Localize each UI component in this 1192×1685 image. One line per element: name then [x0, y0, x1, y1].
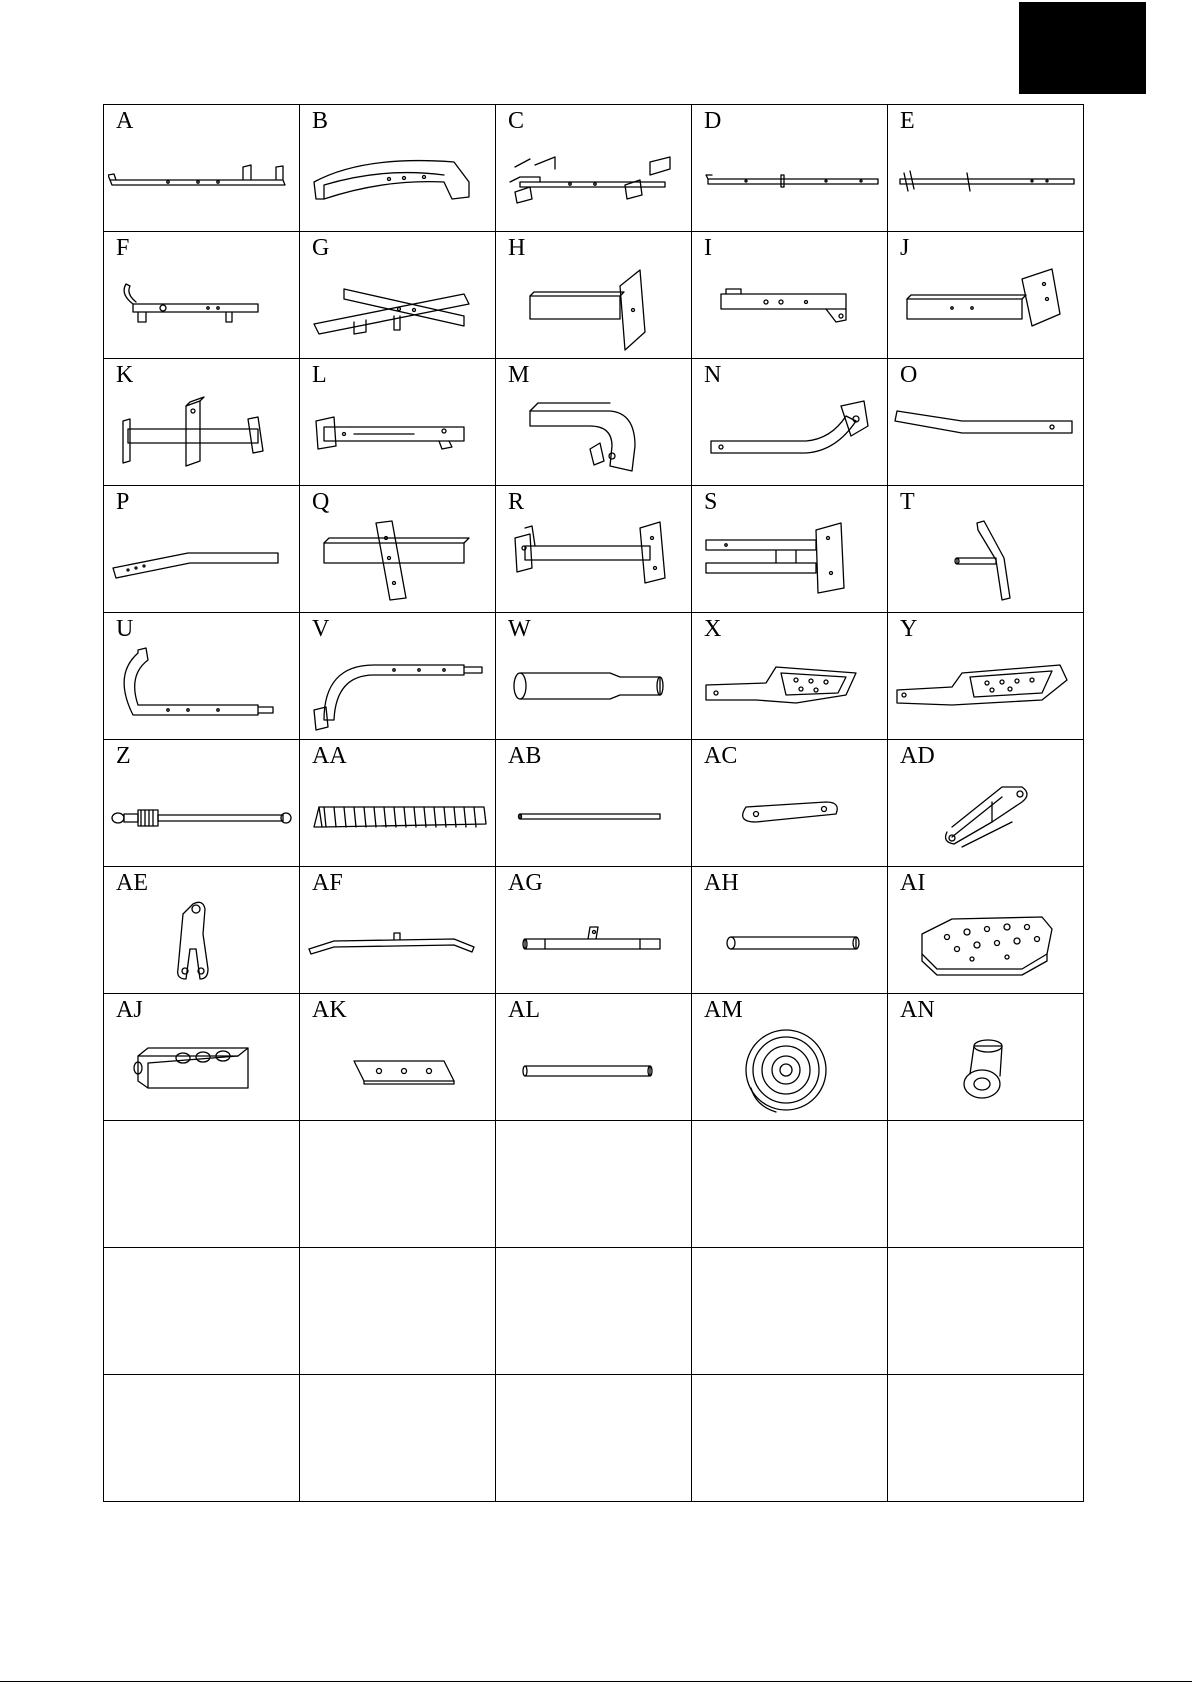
- part-cell: [692, 486, 888, 613]
- bent-bar-with-tab-icon: [304, 899, 491, 989]
- curved-padded-cushion-icon: [304, 137, 491, 227]
- part-cell: [104, 740, 300, 867]
- empty-cell: [692, 1375, 888, 1502]
- empty-cell: [888, 1248, 1084, 1375]
- part-cell: [692, 232, 888, 359]
- parts-row: [104, 867, 1084, 994]
- tube-with-two-end-plates-icon: [500, 518, 687, 608]
- part-label: A: [116, 108, 134, 134]
- page-corner-tab: [1019, 2, 1146, 94]
- part-label: AK: [312, 997, 347, 1023]
- part-cell: [104, 105, 300, 232]
- empty-cell: [300, 1248, 496, 1375]
- part-cell: [300, 740, 496, 867]
- part-cell: [300, 232, 496, 359]
- thin-rod-icon: [500, 772, 687, 862]
- empty-cell: [496, 1121, 692, 1248]
- angled-tube-icon: [108, 518, 295, 608]
- part-label: Z: [116, 743, 131, 769]
- slotted-tube-with-brackets-icon: [304, 391, 491, 481]
- footer-line: [0, 1681, 1192, 1682]
- empty-cell: [104, 1248, 300, 1375]
- perforated-foot-plate-icon: [892, 899, 1079, 989]
- tube-with-bracket-end-icon: [696, 264, 883, 354]
- part-cell: [692, 613, 888, 740]
- parts-row: [104, 1121, 1084, 1248]
- parts-row: [104, 359, 1084, 486]
- part-cell: [692, 994, 888, 1121]
- part-label: Y: [900, 616, 918, 642]
- empty-cell: [300, 1121, 496, 1248]
- empty-cell: [692, 1121, 888, 1248]
- part-label: E: [900, 108, 915, 134]
- part-label: D: [704, 108, 722, 134]
- part-label: AH: [704, 870, 739, 896]
- part-label: O: [900, 362, 918, 388]
- long-frame-tube-with-brackets-icon: [108, 137, 295, 227]
- part-cell: [888, 105, 1084, 232]
- empty-cell: [496, 1375, 692, 1502]
- u-shaped-bent-tube-icon: [108, 645, 295, 735]
- block-with-three-holes-icon: [108, 1026, 295, 1116]
- tube-with-end-plate-icon: [892, 264, 1079, 354]
- short-round-rod-icon: [500, 1026, 687, 1116]
- part-label: Q: [312, 489, 330, 515]
- threaded-rod-with-ends-icon: [108, 772, 295, 862]
- part-cell: [692, 867, 888, 994]
- part-label: B: [312, 108, 329, 134]
- part-label: AG: [508, 870, 543, 896]
- pulley-wheel-icon: [696, 1026, 883, 1116]
- part-cell: [104, 486, 300, 613]
- u-bracket-upright-icon: [108, 899, 295, 989]
- frame-tube-with-end-caps-icon: [500, 137, 687, 227]
- part-label: T: [900, 489, 915, 515]
- part-cell: [300, 613, 496, 740]
- part-label: AE: [116, 870, 148, 896]
- part-cell: [104, 867, 300, 994]
- bent-tube-icon: [892, 391, 1079, 481]
- empty-cell: [300, 1375, 496, 1502]
- part-label: AJ: [116, 997, 143, 1023]
- part-label: L: [312, 362, 327, 388]
- part-cell: [692, 740, 888, 867]
- part-cell: [104, 613, 300, 740]
- part-label: AB: [508, 743, 542, 769]
- part-label: AF: [312, 870, 343, 896]
- part-cell: [496, 740, 692, 867]
- thin-rail-with-tabs-icon: [892, 137, 1079, 227]
- empty-cell: [692, 1248, 888, 1375]
- parts-row: [104, 613, 1084, 740]
- parts-row: [104, 1375, 1084, 1502]
- part-label: G: [312, 235, 330, 261]
- part-label: U: [116, 616, 134, 642]
- empty-cell: [888, 1375, 1084, 1502]
- part-label: K: [116, 362, 134, 388]
- part-label: W: [508, 616, 531, 642]
- part-label: AN: [900, 997, 935, 1023]
- empty-cell: [496, 1248, 692, 1375]
- flanged-bushing-icon: [892, 1026, 1079, 1116]
- part-cell: [692, 359, 888, 486]
- parts-row: [104, 1248, 1084, 1375]
- part-cell: [888, 359, 1084, 486]
- parts-row: [104, 232, 1084, 359]
- part-cell: [300, 486, 496, 613]
- part-cell: [104, 232, 300, 359]
- link-plate-two-holes-icon: [696, 772, 883, 862]
- tube-with-cross-plate-icon: [304, 518, 491, 608]
- toothed-rack-icon: [304, 772, 491, 862]
- part-label: X: [704, 616, 722, 642]
- parts-table: [103, 104, 1084, 1502]
- part-cell: [888, 740, 1084, 867]
- double-tube-bracket-icon: [696, 518, 883, 608]
- cylinder-roller-icon: [500, 645, 687, 735]
- part-cell: [300, 867, 496, 994]
- foot-pedal-right-icon: [892, 645, 1079, 735]
- part-label: AI: [900, 870, 926, 896]
- part-cell: [104, 359, 300, 486]
- part-label: I: [704, 235, 712, 261]
- part-cell: [300, 994, 496, 1121]
- part-label: AL: [508, 997, 540, 1023]
- curved-arm-with-bracket-icon: [500, 391, 687, 481]
- part-label: N: [704, 362, 722, 388]
- parts-row: [104, 486, 1084, 613]
- u-bracket-angled-icon: [892, 772, 1079, 862]
- part-cell: [888, 613, 1084, 740]
- foot-pedal-left-icon: [696, 645, 883, 735]
- part-cell: [888, 232, 1084, 359]
- frame-tube-with-hook-icon: [108, 264, 295, 354]
- part-cell: [104, 994, 300, 1121]
- part-label: AA: [312, 743, 347, 769]
- part-cell: [496, 359, 692, 486]
- part-cell: [496, 994, 692, 1121]
- part-cell: [496, 486, 692, 613]
- part-cell: [692, 105, 888, 232]
- part-label: AD: [900, 743, 935, 769]
- part-label: V: [312, 616, 330, 642]
- part-label: AC: [704, 743, 738, 769]
- part-label: S: [704, 489, 718, 515]
- part-cell: [496, 613, 692, 740]
- part-label: F: [116, 235, 130, 261]
- flat-plate-three-holes-icon: [304, 1026, 491, 1116]
- empty-cell: [104, 1375, 300, 1502]
- bent-handle-bar-icon: [892, 518, 1079, 608]
- round-shaft-icon: [696, 899, 883, 989]
- empty-cell: [104, 1121, 300, 1248]
- parts-row: [104, 994, 1084, 1121]
- part-cell: [888, 486, 1084, 613]
- part-cell: [496, 232, 692, 359]
- part-label: M: [508, 362, 530, 388]
- base-frame-with-upright-icon: [108, 391, 295, 481]
- part-cell: [300, 359, 496, 486]
- part-cell: [496, 867, 692, 994]
- tube-with-square-plate-icon: [500, 264, 687, 354]
- curved-arm-tube-icon: [304, 645, 491, 735]
- part-cell: [496, 105, 692, 232]
- part-label: H: [508, 235, 526, 261]
- part-label: J: [900, 235, 910, 261]
- empty-cell: [888, 1121, 1084, 1248]
- bent-tube-with-clamp-icon: [696, 391, 883, 481]
- parts-row: [104, 740, 1084, 867]
- thin-long-rail-icon: [696, 137, 883, 227]
- crossed-frame-tubes-icon: [304, 264, 491, 354]
- part-cell: [888, 867, 1084, 994]
- bar-with-center-tab-icon: [500, 899, 687, 989]
- part-label: P: [116, 489, 130, 515]
- part-cell: [300, 105, 496, 232]
- part-label: C: [508, 108, 525, 134]
- part-label: R: [508, 489, 525, 515]
- parts-row: [104, 105, 1084, 232]
- part-cell: [888, 994, 1084, 1121]
- part-label: AM: [704, 997, 743, 1023]
